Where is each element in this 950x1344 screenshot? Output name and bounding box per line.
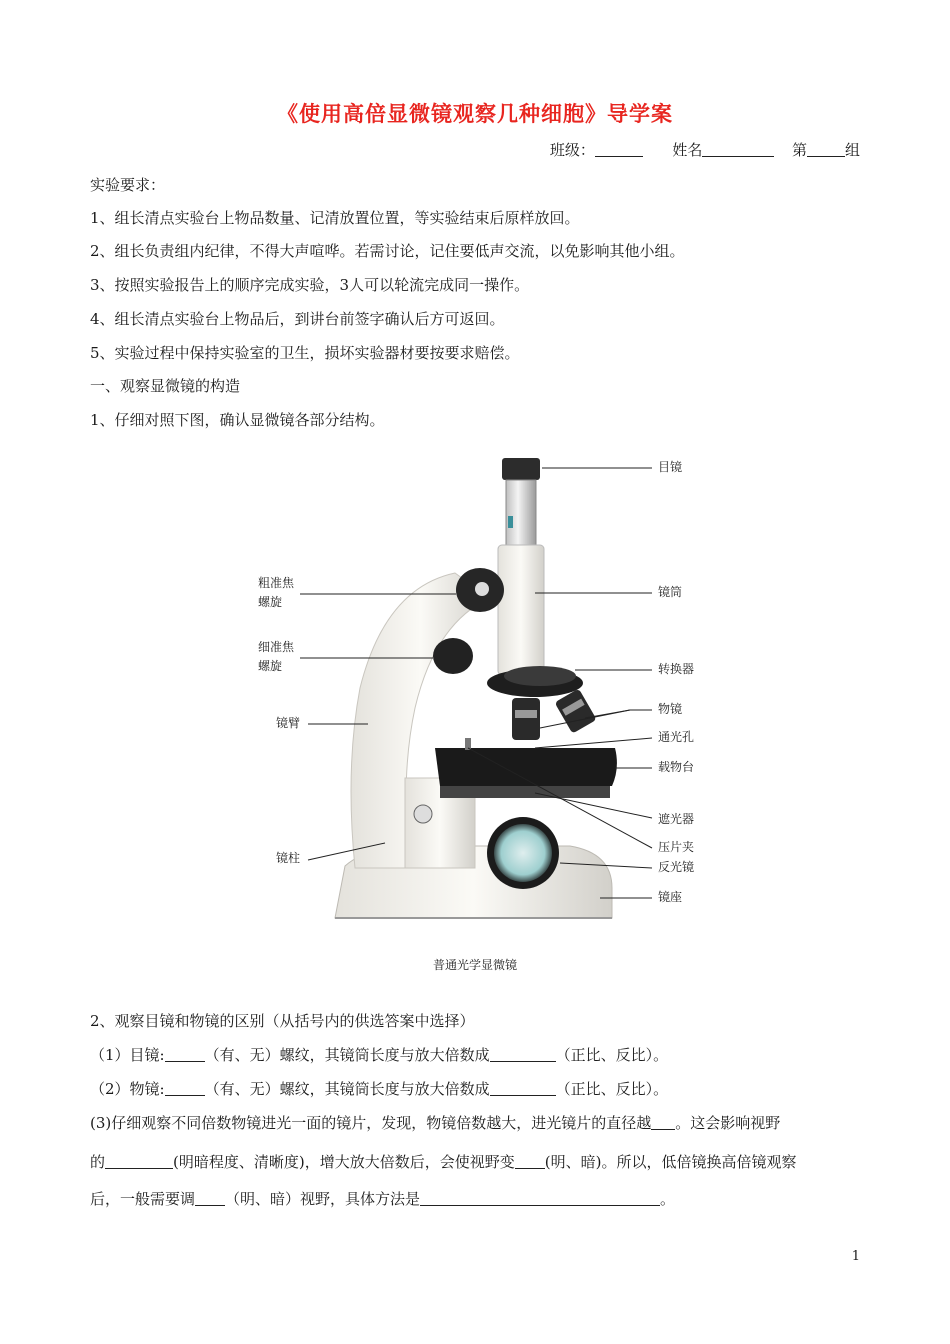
answer-blank[interactable] <box>515 1154 545 1169</box>
answer-blank[interactable] <box>165 1081 205 1096</box>
label-clip: 压片夹 <box>658 840 695 854</box>
page-number: 1 <box>851 1249 860 1264</box>
answer-blank[interactable] <box>490 1047 556 1062</box>
question-3-line-3: 后，一般需要调 （明、暗）视野，具体方法是 。 <box>90 1190 676 1208</box>
label-tube: 镜筒 <box>658 585 683 599</box>
figure-caption: 普通光学显微镜 <box>432 958 517 972</box>
label-mirror: 反光镜 <box>658 860 695 874</box>
label-objective: 物镜 <box>658 702 683 716</box>
answer-blank[interactable] <box>490 1081 556 1096</box>
microscope-illustration <box>240 448 715 928</box>
section-heading: 一、观察显微镜的构造 <box>90 377 241 395</box>
step1-instruction: 1、仔细对照下图，确认显微镜各部分结构。 <box>90 411 385 429</box>
answer-blank[interactable] <box>420 1191 660 1206</box>
label-nosepiece: 转换器 <box>658 662 695 676</box>
label-aperture: 通光孔 <box>658 730 695 744</box>
class-label: 班级： <box>549 141 595 159</box>
label-eyepiece: 目镜 <box>658 460 683 474</box>
answer-blank[interactable] <box>105 1154 173 1169</box>
label-arm: 镜臂 <box>276 716 301 730</box>
question-1: （1）目镜: （有、无）螺纹，其镜筒长度与放大倍数成 （正比、反比）。 <box>90 1046 669 1064</box>
label-coarse-focus: 粗准焦 螺旋 <box>258 576 295 609</box>
label-diaphragm: 遮光器 <box>658 812 695 826</box>
group-prefix: 第 <box>791 141 807 159</box>
question-2: （2）物镜: （有、无）螺纹，其镜筒长度与放大倍数成 （正比、反比）。 <box>90 1080 669 1098</box>
question-3-line-1: (3)仔细观察不同倍数物镜进光一面的镜片，发现，物镜倍数越大，进光镜片的直径越 。这会影响视野 <box>90 1114 781 1132</box>
question-3-line-2: 的 (明暗程度、清晰度)，增大放大倍数后，会使视野变 (明、暗)。所以，低倍镜换高倍镜观察 <box>90 1153 797 1171</box>
label-pillar: 镜柱 <box>276 851 301 865</box>
label-stage: 载物台 <box>658 760 695 774</box>
microscope-diagram <box>240 448 715 928</box>
requirement-item: 5、实验过程中保持实验室的卫生，损坏实验器材要按要求赔偿。 <box>90 344 520 362</box>
requirement-item: 4、组长清点实验台上物品后，到讲台前签字确认后方可返回。 <box>90 310 505 328</box>
requirement-item: 1、组长清点实验台上物品数量、记清放置位置，等实验结束后原样放回。 <box>90 209 580 227</box>
label-base: 镜座 <box>658 890 683 904</box>
page-title: 《使用高倍显微镜观察几种细胞》导学案 <box>277 102 673 126</box>
answer-blank[interactable] <box>651 1115 675 1130</box>
requirement-item: 3、按照实验报告上的顺序完成实验，3人可以轮流完成同一操作。 <box>90 276 530 294</box>
name-blank[interactable] <box>702 142 774 157</box>
name-label: 姓名 <box>672 141 703 159</box>
requirement-item: 2、组长负责组内纪律，不得大声喧哗。若需讨论，记住要低声交流，以免影响其他小组。 <box>90 242 685 260</box>
group-suffix: 组 <box>844 141 860 159</box>
group-blank[interactable] <box>807 142 845 157</box>
requirements-heading: 实验要求： <box>90 176 166 194</box>
label-fine-focus: 细准焦 螺旋 <box>258 640 295 673</box>
class-info-line <box>550 139 860 160</box>
class-blank[interactable] <box>595 142 643 157</box>
step2-heading: 2、观察目镜和物镜的区别（从括号内的供选答案中选择） <box>90 1012 475 1030</box>
answer-blank[interactable] <box>195 1191 225 1206</box>
answer-blank[interactable] <box>165 1047 205 1062</box>
